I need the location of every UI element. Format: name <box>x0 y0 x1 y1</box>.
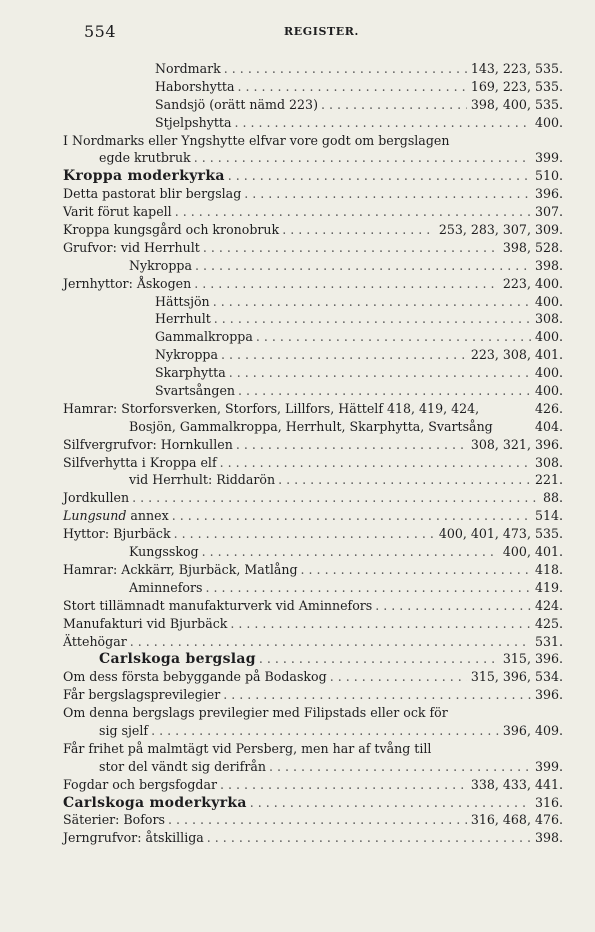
dot-leader <box>174 525 435 543</box>
entry-label: Kroppa kungsgård och kronobruk <box>63 222 280 238</box>
index-entry <box>63 436 563 454</box>
entry-label: Bosjön, Gammalkroppa, Herrhult, Skarphytta, Svartsång <box>129 418 493 434</box>
entry-pages: 253, 283, 307, 309. <box>438 222 563 238</box>
dot-leader <box>223 686 531 704</box>
entry-pages: 510. <box>534 168 563 184</box>
entry-pages: 425. <box>534 615 563 631</box>
entry-pages: 399. <box>534 150 563 166</box>
page-heading: REGISTER. <box>284 25 359 38</box>
index-entry <box>63 650 563 668</box>
index-entry <box>63 454 563 472</box>
index-entry <box>63 615 563 633</box>
dot-leader <box>234 114 530 132</box>
dot-leader <box>214 310 531 328</box>
entry-pages: 223, 400. <box>502 275 563 291</box>
entry-label: Nykroppa <box>129 257 192 273</box>
entry-label: Herrhult <box>155 311 211 327</box>
index-entry <box>63 829 563 847</box>
dot-leader <box>229 364 531 382</box>
entry-label: Hyttor: Bjurbäck <box>63 526 171 542</box>
entry-pages: 531. <box>534 633 563 649</box>
index-entry <box>63 525 563 543</box>
index-entry <box>63 78 563 96</box>
index-entry <box>63 722 563 740</box>
entry-label: Silfverhytta i Kroppa elf <box>63 454 217 470</box>
entry-label: Hamrar: Storforsverken, Storfors, Lillfors, Hättelf 418, 419, 424, <box>63 400 480 416</box>
dot-leader <box>130 633 531 651</box>
dot-leader <box>237 78 466 96</box>
index-entry <box>63 239 563 257</box>
index-entry <box>63 364 563 382</box>
entry-label: Säterier: Bofors <box>63 812 165 828</box>
index-entry <box>63 275 563 293</box>
index-entry <box>63 489 563 507</box>
entry-pages: 398, 400, 535. <box>470 96 563 112</box>
dot-leader <box>269 758 531 776</box>
entry-label: Får bergslagsprevilegier <box>63 687 221 703</box>
index-entry <box>63 418 563 436</box>
dot-leader <box>375 597 531 615</box>
entry-label: Om dess första bebyggande på Bodaskog <box>63 669 327 685</box>
index-entry <box>63 471 563 489</box>
page-number: 554 <box>84 22 117 41</box>
entry-label: vid Herrhult: Riddarön <box>129 472 276 488</box>
entry-pages: 400, 401. <box>502 544 563 560</box>
entry-pages: 399. <box>534 758 563 774</box>
dot-leader <box>203 239 499 257</box>
index-entry <box>63 328 563 346</box>
dot-leader <box>224 60 467 78</box>
entry-pages: 514. <box>534 508 563 524</box>
entry-label: Jordkullen <box>63 490 130 506</box>
index-entry <box>63 96 563 114</box>
dot-leader <box>244 185 531 203</box>
index-entry <box>63 293 563 311</box>
dot-leader <box>194 149 531 167</box>
dot-leader <box>195 257 531 275</box>
entry-label: Kroppa moderkyrka <box>63 168 225 185</box>
dot-leader <box>259 650 499 668</box>
entry-pages: 400, 401, 473, 535. <box>438 526 563 542</box>
index-entry <box>63 310 563 328</box>
dot-leader <box>207 829 531 847</box>
entry-pages: 419. <box>534 579 563 595</box>
index-entry <box>63 597 563 615</box>
entry-label: Stort tillämnadt manufakturverk vid Aminnefors <box>63 597 373 613</box>
entry-label: egde krutbruk <box>99 150 191 166</box>
index-entry <box>63 114 563 132</box>
index-entry <box>63 740 563 758</box>
entry-label: Jerngrufvor: åtskilliga <box>63 830 204 846</box>
entry-pages: 308. <box>534 454 563 470</box>
entry-pages: 398, 528. <box>502 239 563 255</box>
dot-leader <box>194 275 499 293</box>
dot-leader <box>220 776 467 794</box>
entry-label: Sandsjö (orätt nämd 223) <box>155 96 318 112</box>
entry-pages: 143, 223, 535. <box>470 61 563 76</box>
entry-label: Manufakturi vid Bjurbäck <box>63 615 228 631</box>
index-entry <box>63 382 563 400</box>
entry-label: Nordmark <box>155 61 221 76</box>
entry-pages: 426. <box>534 400 563 416</box>
entry-label: Om denna bergslags previlegier med Filipstads eller ock för <box>63 705 448 721</box>
index-entry <box>63 60 563 78</box>
dot-leader <box>230 615 531 633</box>
dot-leader <box>250 794 531 812</box>
dot-leader <box>238 382 531 400</box>
entry-pages: 404. <box>534 418 563 434</box>
entry-label: Hamrar: Ackkärr, Bjurbäck, Matlång <box>63 561 298 577</box>
index-entry <box>63 794 563 812</box>
entry-label: Haborshytta <box>155 78 235 94</box>
index-entry <box>63 686 563 704</box>
dot-leader <box>175 203 531 221</box>
entry-label: Stjelpshytta <box>155 114 232 130</box>
entry-label: Får frihet på malmtägt vid Persberg, men har af tvång till <box>63 740 432 756</box>
entry-label: I Nordmarks eller Yngshytte elfvar vore godt om bergslagen <box>63 132 450 148</box>
entry-pages: 223, 308, 401. <box>470 347 563 363</box>
entry-pages: 307. <box>534 204 563 220</box>
index-entry <box>63 167 563 185</box>
dot-leader <box>278 471 531 489</box>
entry-label: sig sjelf <box>99 722 149 738</box>
entry-pages: 400. <box>534 383 563 399</box>
entry-label: Gammalkroppa <box>155 329 253 345</box>
entry-pages: 315, 396. <box>502 651 563 667</box>
entry-pages: 400. <box>534 329 563 345</box>
dot-leader <box>236 436 467 454</box>
entry-pages: 338, 433, 441. <box>470 776 563 792</box>
entry-label: Lungsund annex <box>63 508 169 524</box>
entry-pages: 396. <box>534 687 563 703</box>
entry-pages: 316, 468, 476. <box>470 812 563 828</box>
index-entry <box>63 149 563 167</box>
dot-leader <box>256 328 531 346</box>
entry-label: Detta pastorat blir bergslag <box>63 186 242 202</box>
index-entry <box>63 185 563 203</box>
entry-pages: 400. <box>534 114 563 130</box>
entry-pages: 169, 223, 535. <box>470 78 563 94</box>
entry-label: Carlskoga moderkyrka <box>63 794 247 811</box>
entry-label: stor del vändt sig derifrån <box>99 758 266 774</box>
dot-leader <box>172 507 531 525</box>
entry-pages: 398. <box>534 257 563 273</box>
index-entry <box>63 811 563 829</box>
entry-label: Grufvor: vid Herrhult <box>63 239 200 255</box>
entry-label: Skarphytta <box>155 365 226 381</box>
entry-pages: 308. <box>534 311 563 327</box>
index-entry <box>63 257 563 275</box>
index-entry <box>63 668 563 686</box>
dot-leader <box>132 489 539 507</box>
entry-label: Nykroppa <box>155 347 218 363</box>
index-entry <box>63 579 563 597</box>
index-entry <box>63 346 563 364</box>
entry-pages: 400. <box>534 365 563 381</box>
entry-label: Varit förut kapell <box>63 204 172 220</box>
entry-pages: 315, 396, 534. <box>470 669 563 685</box>
dot-leader <box>220 454 531 472</box>
entry-pages: 424. <box>534 597 563 613</box>
entry-label: Jernhyttor: Åskogen <box>63 275 192 291</box>
index-entry <box>63 633 563 651</box>
entry-label: Silfvergrufvor: Hornkullen <box>63 436 233 452</box>
index-entry <box>63 132 563 150</box>
index-entry <box>63 704 563 722</box>
dot-leader <box>202 543 499 561</box>
page-header <box>84 22 563 42</box>
entry-pages: 396, 409. <box>502 722 563 738</box>
entry-label: Ättehögar <box>63 633 127 649</box>
entry-label: Svartsången <box>155 383 236 399</box>
entry-pages: 400. <box>534 293 563 309</box>
entry-pages: 396. <box>534 186 563 202</box>
dot-leader <box>205 579 530 597</box>
entry-pages: 88. <box>542 490 563 506</box>
index-entry <box>63 507 563 525</box>
dot-leader <box>330 668 467 686</box>
entry-pages: 398. <box>534 830 563 846</box>
entry-label: Carlskoga bergslag <box>99 651 256 668</box>
dot-leader <box>282 221 435 239</box>
entry-label: Fogdar och bergsfogdar <box>63 776 217 792</box>
index-entries <box>63 60 563 847</box>
dot-leader <box>151 722 499 740</box>
index-entry <box>63 561 563 579</box>
entry-pages: 316. <box>534 794 563 810</box>
dot-leader <box>221 346 467 364</box>
entry-pages: 418. <box>534 561 563 577</box>
index-entry <box>63 776 563 794</box>
entry-pages: 308, 321, 396. <box>470 436 563 452</box>
entry-pages: 221. <box>534 472 563 488</box>
entry-label: Kungsskog <box>129 544 199 560</box>
dot-leader <box>321 96 467 114</box>
dot-leader <box>168 811 467 829</box>
dot-leader <box>213 293 531 311</box>
dot-leader <box>228 167 531 185</box>
index-entry <box>63 400 563 418</box>
dot-leader <box>301 561 531 579</box>
index-entry <box>63 221 563 239</box>
index-entry <box>63 543 563 561</box>
index-entry <box>63 758 563 776</box>
entry-label: Hättsjön <box>155 293 210 309</box>
index-entry <box>63 203 563 221</box>
entry-label: Aminnefors <box>129 579 203 595</box>
